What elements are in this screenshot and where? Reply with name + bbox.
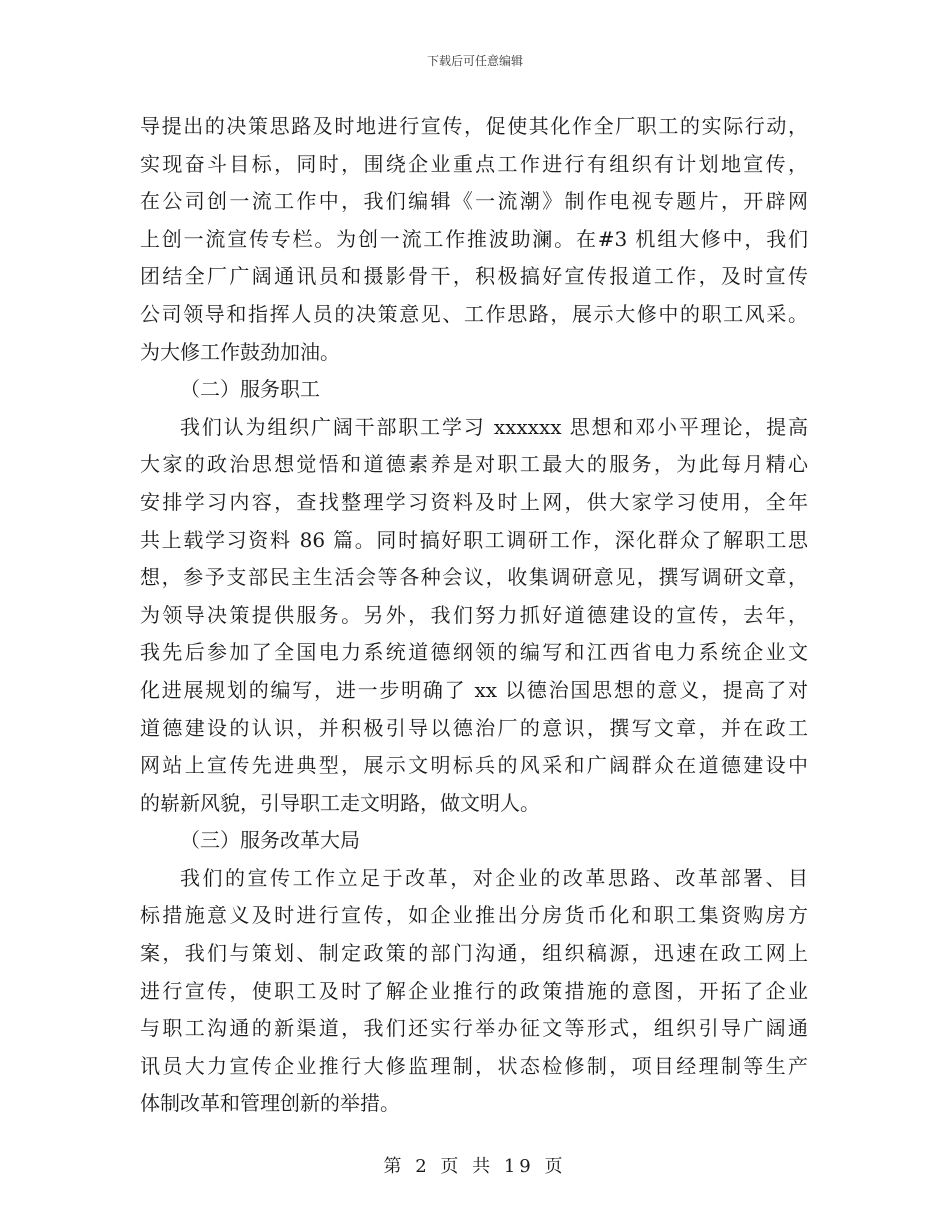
text-line: 公司领导和指挥人员的决策意见、工作思路，展示大修中的职工风采。 <box>140 301 808 326</box>
text-line: 共上载学习资料 86 篇。同时搞好职工调研工作，深化群众了解职工思 <box>140 527 808 552</box>
text-line: 在公司创一流工作中，我们编辑《一流潮》制作电视专题片，开辟网 <box>140 189 808 214</box>
text-line: 为大修工作鼓劲加油。 <box>140 339 340 364</box>
text-line: 网站上宣传先进典型，展示文明标兵的风采和广阔群众在道德建设中 <box>140 753 808 778</box>
text-line: 讯员大力宣传企业推行大修监理制，状态检修制，项目经理制等生产 <box>140 1053 808 1078</box>
text-line: 实现奋斗目标，同时，围绕企业重点工作进行有组织有计划地宣传， <box>140 151 808 176</box>
text-line: 团结全厂广阔通讯员和摄影骨干，积极搞好宣传报道工作，及时宣传 <box>140 264 808 289</box>
paragraph-decision-publicity <box>140 108 808 371</box>
text-line: 安排学习内容，查找整理学习资料及时上网，供大家学习使用，全年 <box>140 489 808 514</box>
text-line: 上创一流宣传专栏。为创一流工作推波助澜。在#3 机组大修中，我们 <box>140 226 808 251</box>
section-heading-serve-reform: （三）服务改革大局 <box>180 828 360 853</box>
text-line: 的崭新风貌，引导职工走文明路，做文明人。 <box>140 790 540 815</box>
text-line: 导提出的决策思路及时地进行宣传，促使其化作全厂职工的实际行动， <box>140 114 808 138</box>
text-line: 我们认为组织广阔干部职工学习 xxxxxx 思想和邓小平理论，提高 <box>180 414 808 439</box>
paragraph-serve-staff <box>140 409 808 823</box>
text-line: 体制改革和管理创新的举措。 <box>140 1091 400 1116</box>
text-line: 标措施意义及时进行宣传，如企业推出分房货币化和职工集资购房方 <box>140 903 808 928</box>
page-header: 下载后可任意编辑 <box>426 54 523 68</box>
text-line: 进行宣传，使职工及时了解企业推行的政策措施的意图，开拓了企业 <box>140 978 808 1003</box>
text-line: 为领导决策提供服务。另外，我们努力抓好道德建设的宣传，去年， <box>140 602 808 627</box>
text-line: 道德建设的认识，并积极引导以德治厂的意识，撰写文章，并在政工 <box>140 715 808 740</box>
text-line: 我们的宣传工作立足于改革，对企业的改革思路、改革部署、目 <box>180 865 808 890</box>
text-line: 大家的政治思想觉悟和道德素养是对职工最大的服务，为此每月精心 <box>140 452 808 477</box>
paragraph-serve-reform <box>140 860 808 1123</box>
document-body <box>140 108 808 1123</box>
page-number-footer: 第 2 页 共 19 页 <box>383 1156 567 1177</box>
text-line: 与职工沟通的新渠道，我们还实行举办征文等形式，组织引导广阔通 <box>140 1016 808 1041</box>
section-heading-serve-staff: （二）服务职工 <box>180 377 320 402</box>
text-line: 我先后参加了全国电力系统道德纲领的编写和江西省电力系统企业文 <box>140 640 808 665</box>
text-line: 案，我们与策划、制定政策的部门沟通，组织稿源，迅速在政工网上 <box>140 941 808 966</box>
text-line: 想，参予支部民主生活会等各种会议，收集调研意见，撰写调研文章， <box>140 565 808 590</box>
text-line: 化进展规划的编写，进一步明确了 xx 以德治国思想的意义，提高了对 <box>140 677 808 702</box>
